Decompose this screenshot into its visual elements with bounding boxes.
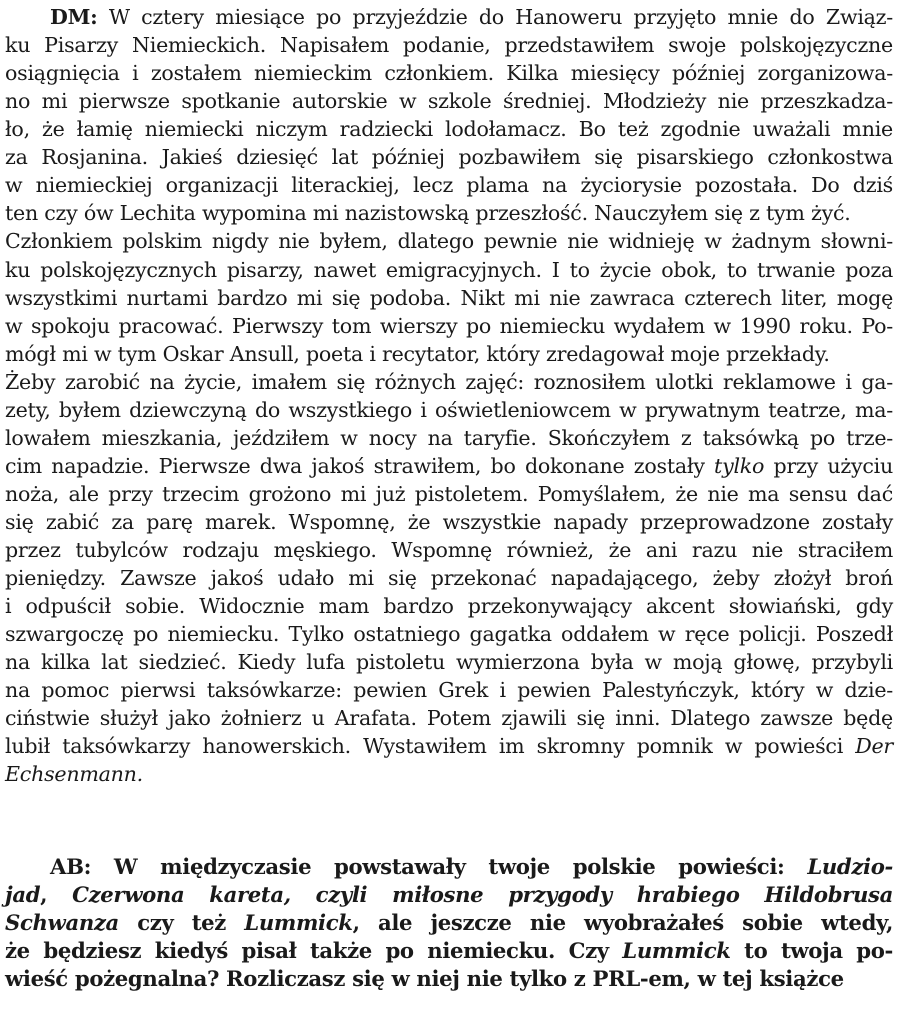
answer-line xyxy=(5,256,893,284)
answer-line xyxy=(5,620,893,648)
answer-line xyxy=(5,396,893,424)
answer-line xyxy=(5,143,893,171)
answer-line xyxy=(5,760,893,788)
text-run: na kilka lat siedzieć. Kiedy lufa pistoletu wymierzona była w moją głowę, przybyli xyxy=(5,650,893,675)
italic-title-text: Lummick xyxy=(244,910,353,936)
text-run: zety, byłem dziewczyną do wszystkiego i oświetleniowcem w prywatnym teatrze, ma- xyxy=(5,397,893,422)
text-run: W cztery miesiące po przyjeździe do Hanoweru przyjęto mnie do Związ- xyxy=(97,5,893,29)
answer-line xyxy=(5,31,893,59)
text-run: ciństwie służył jako żołnierz u Arafata. Potem zjawili się inni. Dlatego zawsze będę xyxy=(5,706,893,731)
text-run: w spokoju pracować. Pierwszy tom wierszy po niemiecku wydałem w 1990 roku. Po- xyxy=(5,313,893,338)
text-run: w niemieckiej organizacji literackiej, lecz plama na życiorysie pozostała. Do dziś xyxy=(5,173,893,198)
question-line xyxy=(5,965,893,993)
text-run: lowałem mieszkania, jeździłem w nocy na taryfie. Skończyłem z taksówką po trze- xyxy=(5,425,893,450)
italic-title-text: Lummick xyxy=(622,938,731,964)
text-run: ten czy ów Lechita wypomina mi nazistowską przeszłość. Nauczyłem się z tym żyć. xyxy=(5,201,851,226)
question-line xyxy=(5,881,893,909)
text-run: Członkiem polskim nigdy nie byłem, dlatego pewnie nie widnieję w żadnym słowni- xyxy=(5,229,893,254)
text-run: czy też xyxy=(118,910,245,936)
italic-title-text: Der xyxy=(855,734,893,759)
text-run: cim napadzie. Pierwsze dwa jakoś strawiłem, bo dokonane zostały xyxy=(5,453,715,478)
answer-line xyxy=(5,480,893,508)
speaker-label: DM: xyxy=(50,5,98,29)
text-run: mógł mi w tym Oskar Ansull, poeta i recytator, który zredagował moje przekłady. xyxy=(5,341,830,366)
text-run: to twoja po- xyxy=(730,938,893,964)
text-run: osiągnięcia i zostałem niemieckim członkiem. Kilka miesięcy później zorganizowa- xyxy=(5,61,893,86)
answer-line xyxy=(5,564,893,592)
text-run: wieść pożegnalna? Rozliczasz się w niej nie tylko z PRL-em, w tej książce xyxy=(5,966,844,992)
answer-line xyxy=(5,115,893,143)
text-run: Żeby zarobić na życie, imałem się różnych zajęć: roznosiłem ulotki reklamowe i ga- xyxy=(5,369,893,394)
italic-title-text: Czerwona kareta, czyli miłosne przygody hrabiego Hildobrusa xyxy=(72,882,893,907)
text-run: przez tubylców rodzaju męskiego. Wspomnę również, że ani razu nie straciłem xyxy=(5,538,893,562)
answer-line xyxy=(5,452,893,480)
answer-line xyxy=(5,227,893,255)
question-line xyxy=(5,937,893,965)
answer-line xyxy=(5,87,893,115)
text-run: lubił taksówkarzy hanowerskich. Wystawiłem im skromny pomnik w powieści xyxy=(5,734,856,759)
text-run: szwargoczę po niemiecku. Tylko ostatniego gagatka oddałem w ręce policji. Poszedł xyxy=(5,622,893,647)
text-run: się zabić za parę marek. Wspomnę, że wszystkie napady przeprowadzone zostały xyxy=(5,509,893,534)
answer-line xyxy=(5,508,893,536)
answer-line xyxy=(5,368,893,396)
answer-line xyxy=(5,676,893,704)
text-run: , xyxy=(40,882,73,907)
text-run: i odpuścił sobie. Widocznie mam bardzo przekonywający akcent słowiański, gdy xyxy=(5,594,893,619)
text-run: wszystkimi nurtami bardzo mi się podoba. Nikt mi nie zawraca czterech liter, mogę xyxy=(5,285,893,310)
italic-title-text: tylko xyxy=(714,453,765,478)
answer-line xyxy=(5,592,893,620)
answer-line xyxy=(5,59,893,87)
italic-title-text: Schwanza xyxy=(5,910,119,936)
text-run: pieniędzy. Zawsze jakoś udało mi się przekonać napadającego, żeby złożył broń xyxy=(5,566,893,590)
text-run: , ale jeszcze nie wyobrażałeś sobie wtedy, xyxy=(352,910,893,936)
text-run: przy użyciu xyxy=(764,453,893,478)
text-run: za Rosjanina. Jakieś dziesięć lat później pozbawiłem się pisarskiego członkostwa xyxy=(5,145,893,170)
question-line xyxy=(50,853,893,881)
text-run: że będziesz kiedyś pisał także po niemiecku. Czy xyxy=(5,938,623,964)
italic-title-text: Echsenmann. xyxy=(5,762,143,787)
answer-line xyxy=(5,424,893,452)
italic-title-text: Ludzio- xyxy=(807,854,893,879)
question-line xyxy=(5,909,893,937)
text-run: no mi pierwsze spotkanie autorskie w szkole średniej. Młodzieży nie przeszkadza- xyxy=(5,89,893,114)
answer-line xyxy=(5,704,893,732)
answer-line xyxy=(5,732,893,760)
text-run: noża, ale przy trzecim grożono mi już pistoletem. Pomyślałem, że nie ma sensu dać xyxy=(5,481,893,506)
answer-line xyxy=(5,536,893,564)
answer-line xyxy=(5,340,893,368)
answer-line xyxy=(50,3,893,31)
answer-line xyxy=(5,284,893,312)
text-run: ku Pisarzy Niemieckich. Napisałem podanie, przedstawiłem swoje polskojęzyczne xyxy=(5,33,893,58)
answer-line xyxy=(5,171,893,199)
text-run: na pomoc pierwsi taksówkarze: pewien Grek i pewien Palestyńczyk, który w dzie- xyxy=(5,678,893,703)
text-run: ło, że łamię niemiecki niczym radziecki lodołamacz. Bo też zgodnie uważali mnie xyxy=(5,117,893,142)
answer-line xyxy=(5,199,893,227)
text-run: ku polskojęzycznych pisarzy, nawet emigracyjnych. I to życie obok, to trwanie poza xyxy=(5,257,893,282)
text-run: AB: W międzyczasie powstawały twoje polskie powieści: xyxy=(50,854,808,879)
italic-title-text: jad xyxy=(5,882,41,907)
answer-line xyxy=(5,312,893,340)
answer-line xyxy=(5,648,893,676)
